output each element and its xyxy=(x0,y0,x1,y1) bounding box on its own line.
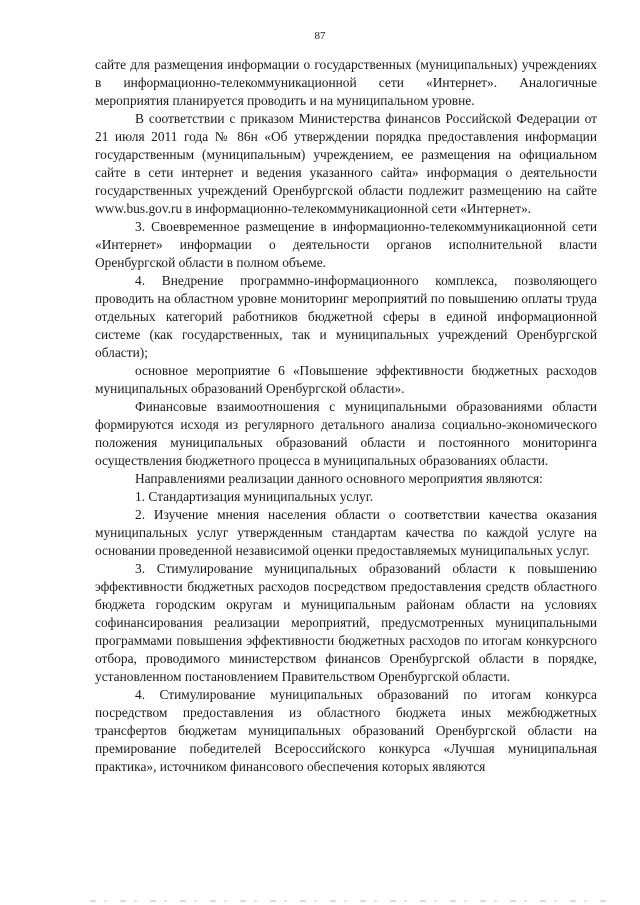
scan-artifact xyxy=(90,900,610,902)
paragraph: сайте для размещения информации о государственных (муниципальных) учреждениях в информационно-телекоммуникационной сети «Интернет». Аналогичные мероприятия планируется проводить и на муниципальном уровне. xyxy=(95,57,597,108)
paragraph: 3. Стимулирование муниципальных образований области к повышению эффективности бюджетных расходов посредством предоставления средств областного бюджета городским округам и муниципальным районам области на условиях софинансирования реализации мероприятий, предусмотренных муниципальными программами повышения эффективности бюджетных расходов по итогам конкурсного отбора, проводимого министерством финансов Оренбургской области в порядке, установленном постановлением Правительством Оренбургской области. xyxy=(95,561,597,684)
page-number: 87 xyxy=(314,30,326,42)
paragraph: 4. Стимулирование муниципальных образований по итогам конкурса посредством предоставления из областного бюджета иных межбюджетных трансфертов бюджетам муниципальных образований Оренбургской области на премирование победителей Всероссийского конкурса «Лучшая муниципальная практика», источником финансового обеспечения которых являются xyxy=(95,687,597,774)
paragraph: В соответствии с приказом Министерства финансов Российской Федерации от 21 июля 2011 года № 86н «Об утверждении порядка предоставления информации государственным (муниципальным) учреждением, ее размещения на официальном сайте в сети интернет и ведения указанного сайта» информация о деятельности государственных учреждений Оренбургской области подлежит размещению на сайте www.bus.gov.ru в информационно-телекоммуникационной сети «Интернет». xyxy=(95,111,597,216)
paragraph: 3. Своевременное размещение в информационно-телекоммуникационной сети «Интернет» информации о деятельности органов исполнительной власти Оренбургской области в полном объеме. xyxy=(95,219,597,270)
paragraph: Финансовые взаимоотношения с муниципальными образованиями области формируются исходя из регулярного детального анализа социально-экономического положения муниципальных образований области и постоянного мониторинга осуществления бюджетного процесса в муниципальных образованиях области. xyxy=(95,399,597,468)
document-body xyxy=(95,56,597,776)
paragraph: Направлениями реализации данного основного мероприятия являются: xyxy=(135,471,543,486)
paragraph: 1. Стандартизация муниципальных услуг. xyxy=(135,489,374,504)
paragraph: основное мероприятие 6 «Повышение эффективности бюджетных расходов муниципальных образований Оренбургской области». xyxy=(95,363,597,396)
paragraph: 2. Изучение мнения населения области о соответствии качества оказания муниципальных услуг утвержденным стандартам качества по каждой услуге на основании проведенной независимой оценки предоставляемых муниципальных услуг. xyxy=(95,507,597,558)
paragraph: 4. Внедрение программно-информационного комплекса, позволяющего проводить на областном уровне мониторинг мероприятий по повышению оплаты труда отдельных категорий работников бюджетной сферы в единой информационной системе (как государственных, так и муниципальных учреждений Оренбургской области); xyxy=(95,273,597,360)
